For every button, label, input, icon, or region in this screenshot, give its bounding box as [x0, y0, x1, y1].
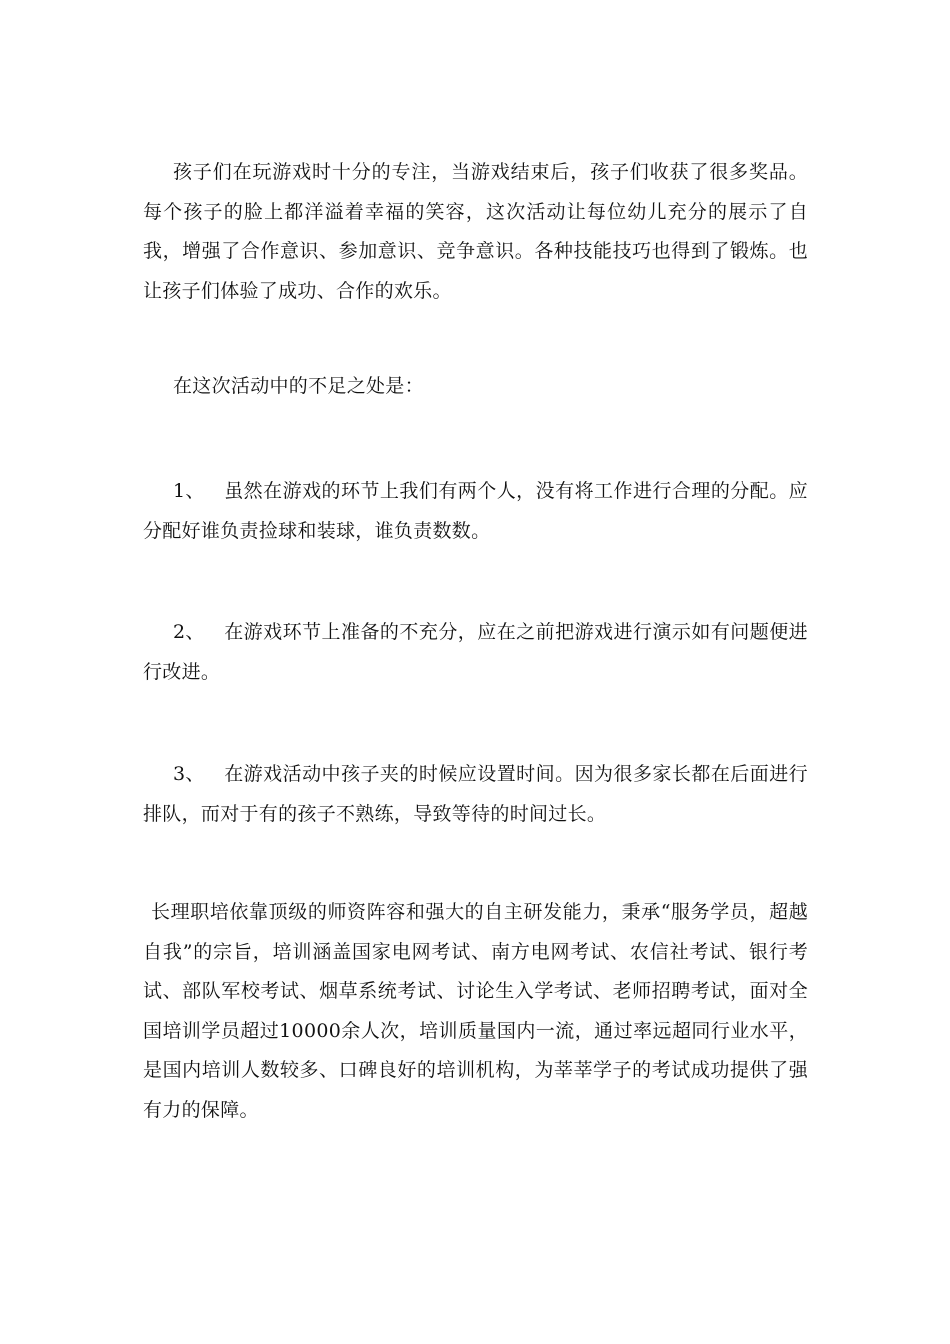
list-item-shortcoming-1 [143, 472, 808, 551]
paragraph-activity-summary: 孩子们在玩游戏时十分的专注，当游戏结束后，孩子们收获了很多奖品。每个孩子的脸上都洋溢着幸福的笑容，这次活动让每位幼儿充分的展示了自我，增强了合作意识、参加意识、竞争意识。各种技能技巧也得到了锻炼。也让孩子们体验了成功、合作的欢乐。 [143, 161, 808, 302]
list-item-text: 虽然在游戏的环节上我们有两个人，没有将工作进行合理的分配。应分配好谁负责捡球和装球，谁负责数数。 [143, 480, 808, 542]
list-item-text: 在游戏活动中孩子夹的时候应设置时间。因为很多家长都在后面进行排队，而对于有的孩子不熟练，导致等待的时间过长。 [143, 763, 808, 825]
list-item-number: 1、 [173, 480, 205, 502]
list-item-shortcoming-3 [143, 755, 808, 834]
paragraph-training-promo: 长理职培依靠顶级的师资阵容和强大的自主研发能力，秉承“服务学员，超越自我”的宗旨，培训涵盖国家电网考试、南方电网考试、农信社考试、银行考试、部队军校考试、烟草系统考试、讨论生入学考试、老师招聘考试，面对全国培训学员超过10000余人次，培训质量国内一流，通过率远超同行业水平，是国内培训人数较多、口碑良好的培训机构，为莘莘学子的考试成功提供了强有力的保障。 [143, 901, 808, 1121]
paragraph-shortcomings-heading: 在这次活动中的不足之处是： [173, 375, 424, 397]
list-item-number: 3、 [173, 763, 205, 785]
list-item-text: 在游戏环节上准备的不充分，应在之前把游戏进行演示如有问题便进行改进。 [143, 621, 808, 683]
list-item-number: 2、 [173, 621, 205, 643]
list-item-shortcoming-2 [143, 613, 808, 692]
